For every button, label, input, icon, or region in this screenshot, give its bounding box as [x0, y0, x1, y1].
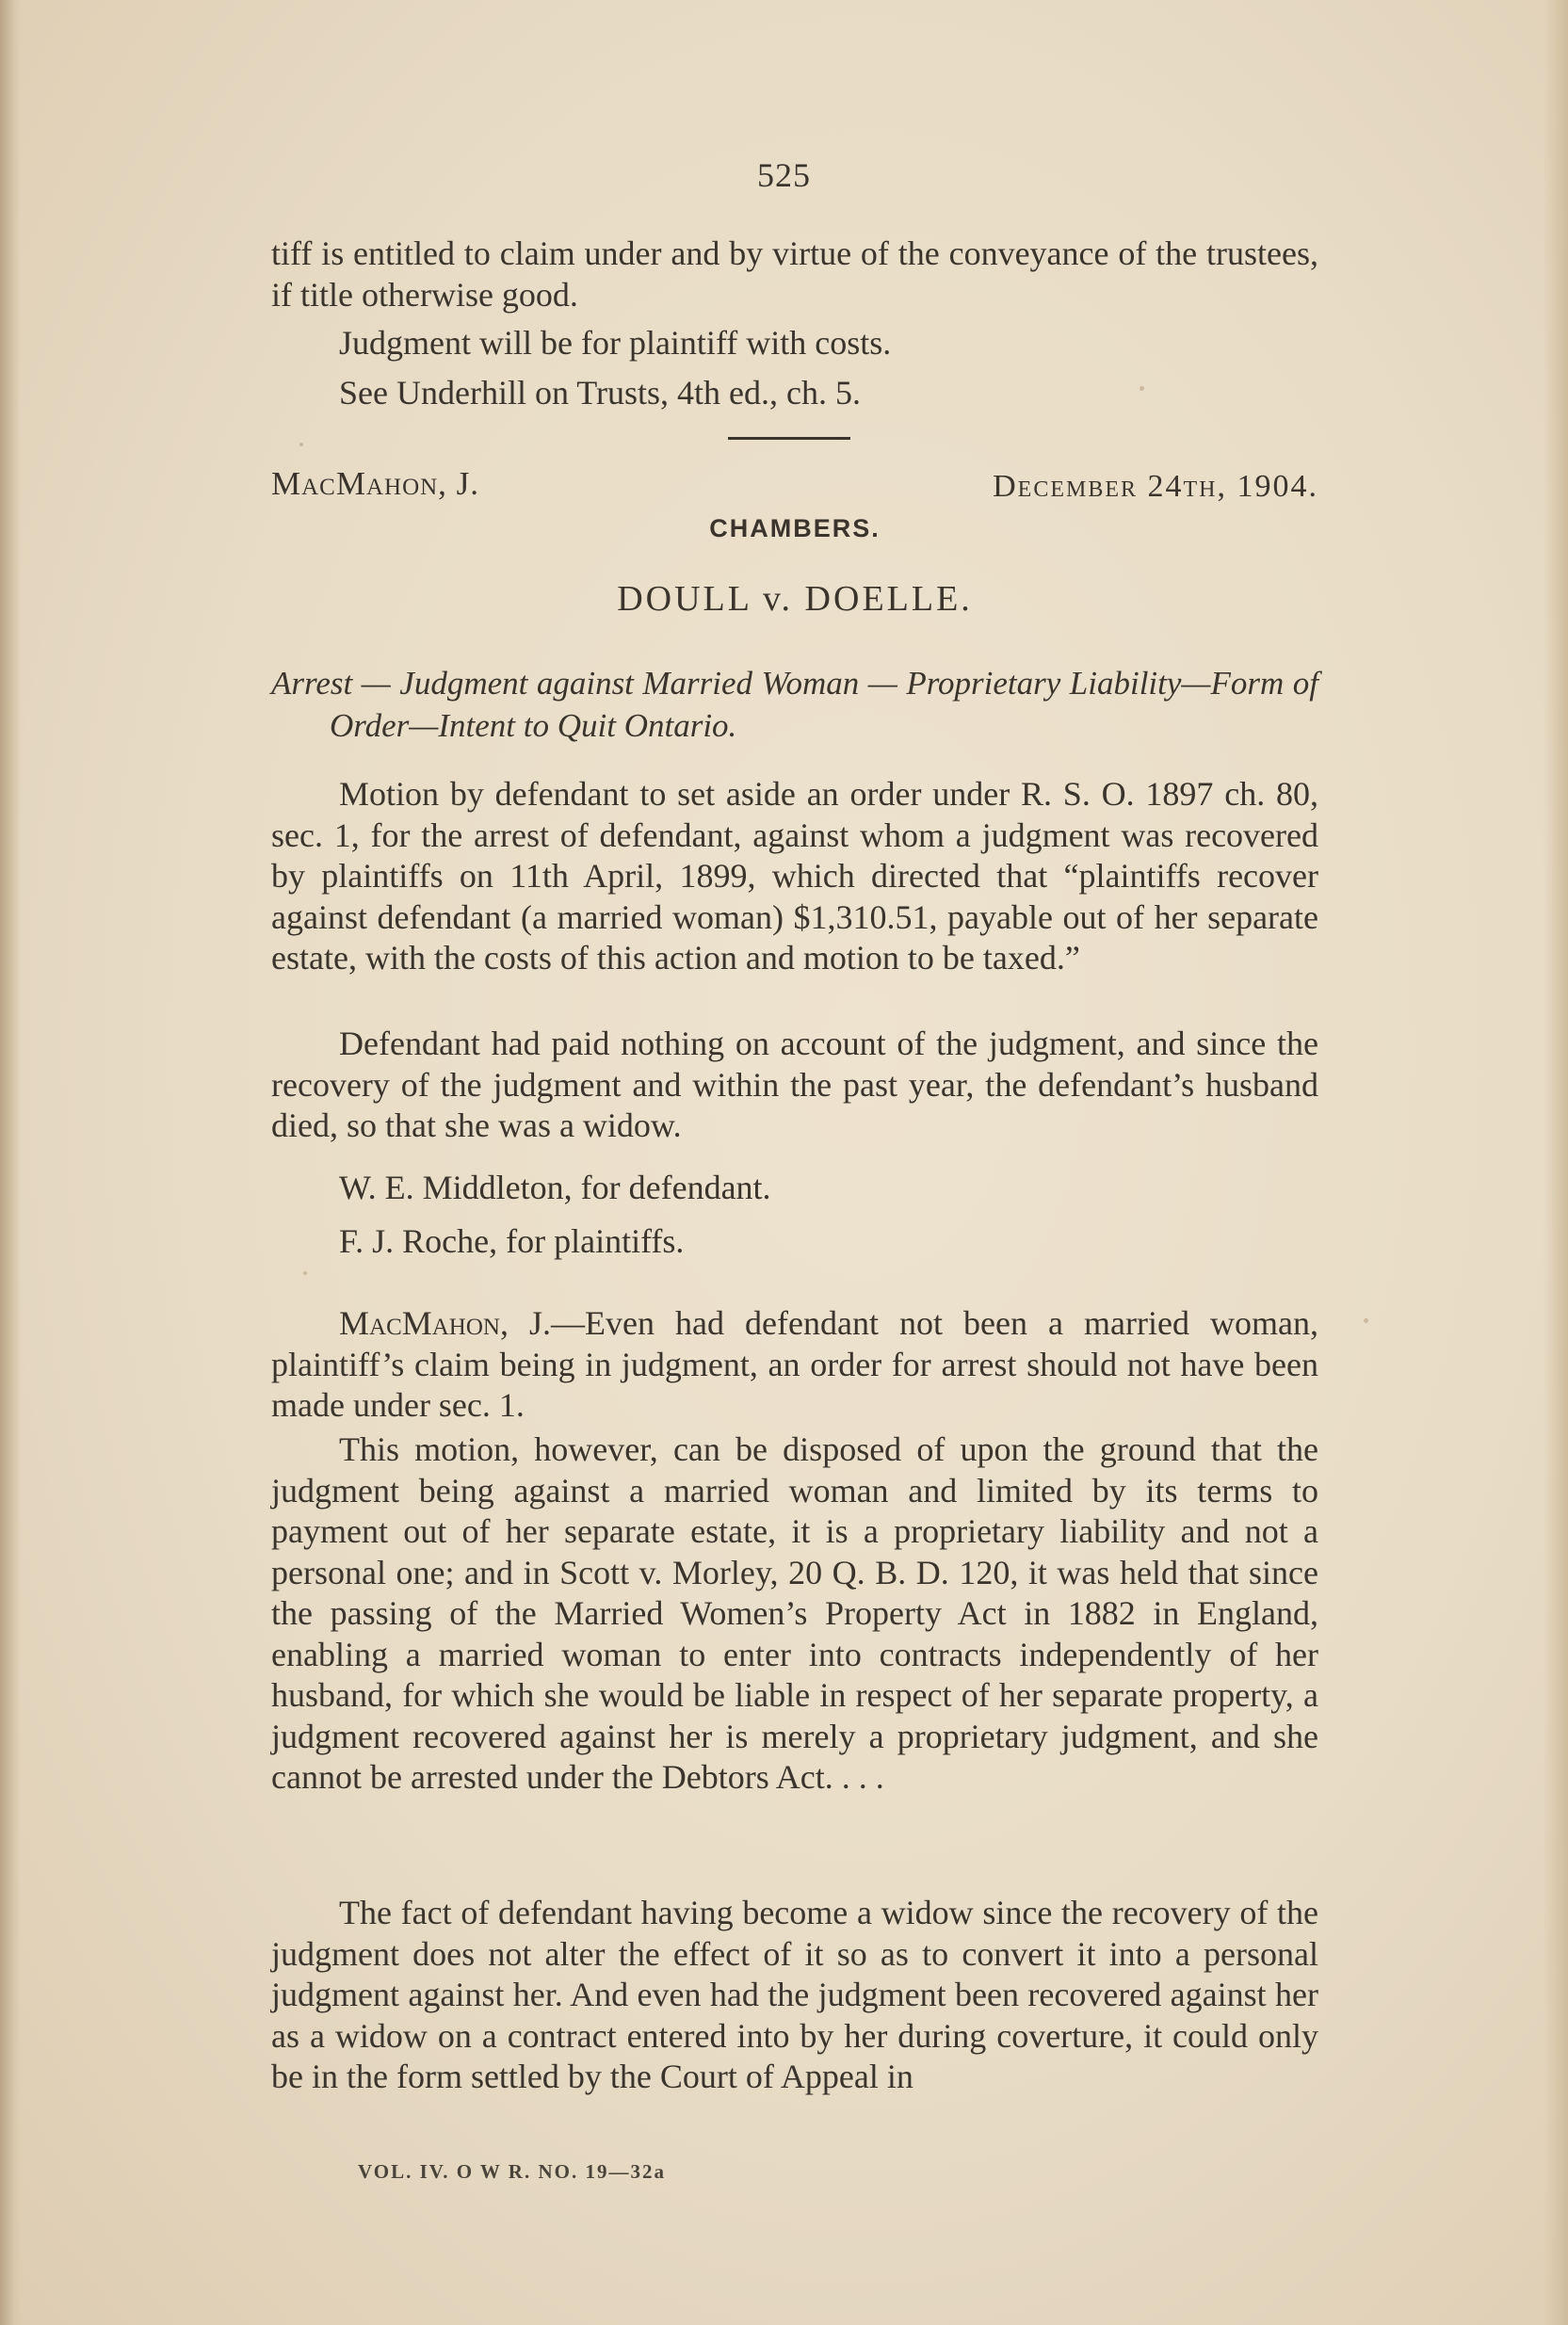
page-edge-right — [1544, 0, 1568, 2325]
decision-date: December 24th, 1904. — [993, 469, 1318, 504]
chambers-heading: CHAMBERS. — [709, 514, 881, 542]
opinion-paragraph-1 — [271, 1303, 1318, 1427]
opinion-paragraph-2: This motion, however, can be disposed of upon the ground that the judgment being against a married woman and limited by its terms to payment out of her separate estate, it is a proprietary liability and not a personal one; and in Scott v. Morley, 20 Q. B. D. 120, it was held that since the passing of the Married Women’s Property Act in 1882 in England, enabling a married woman to enter into contracts independently of her husband, for which she would be liable in respect of her separate property, a judgment recovered against her is merely a proprietary judgment, and she cannot be arrested under the Debtors Act. . . . — [271, 1430, 1318, 1796]
motion-paragraph: Motion by defendant to set aside an order under R. S. O. 1897 ch. 80, sec. 1, for the arrest of defendant, against whom a judgment was recovered by plaintiffs on 11th April, 1899, which directed that “plaintiffs recover against defendant (a married woman) $1,310.51, payable out of her separate estate, with the costs of this action and motion to be taxed.” — [271, 775, 1318, 977]
case-title: DOULL v. DOELLE. — [617, 579, 973, 619]
judge-name: MacMahon, J. — [271, 465, 480, 502]
foxing-spot — [303, 1271, 307, 1275]
foxing-spot — [1364, 1318, 1368, 1323]
continued-paragraph: tiff is entitled to claim under and by virtue of the conveyance of the trustees, if title otherwise good. — [271, 234, 1318, 314]
section-rule — [728, 437, 850, 440]
judgment-line: Judgment will be for plaintiff with costs. — [339, 324, 892, 362]
foxing-spot — [299, 443, 303, 446]
signature-footer: VOL. IV. O W R. NO. 19—32a — [358, 2160, 666, 2183]
page-number: 525 — [757, 156, 811, 194]
opinion-text-1: —Even had defendant not been a married woman, plaintiff’s claim being in judgment, an order for arrest should not have been made under sec. 1. — [271, 1304, 1318, 1424]
opinion-paragraph-3: The fact of defendant having become a widow since the recovery of the judgment does not alter the effect of it so as to convert it into a personal judgment against her. And even had the judgment been recovered against her as a widow on a contract entered into by her during coverture, it could only be in the form settled by the Court of Appeal in — [271, 1894, 1318, 2095]
counsel-plaintiffs: F. J. Roche, for plaintiffs. — [339, 1222, 685, 1260]
headnote: Arrest — Judgment against Married Woman — Proprietary Liability—Form of Order—Intent to Quit Ontario. — [271, 665, 1318, 744]
counsel-defendant: W. E. Middleton, for defendant. — [339, 1169, 771, 1206]
facts-paragraph: Defendant had paid nothing on account of the judgment, and since the recovery of the judgment and within the past year, the defendant’s husband died, so that she was a widow. — [271, 1025, 1318, 1144]
page-edge-left — [0, 0, 21, 2325]
opinion-judge: MacMahon, J. — [339, 1304, 552, 1342]
reference-line: See Underhill on Trusts, 4th ed., ch. 5. — [339, 374, 861, 412]
